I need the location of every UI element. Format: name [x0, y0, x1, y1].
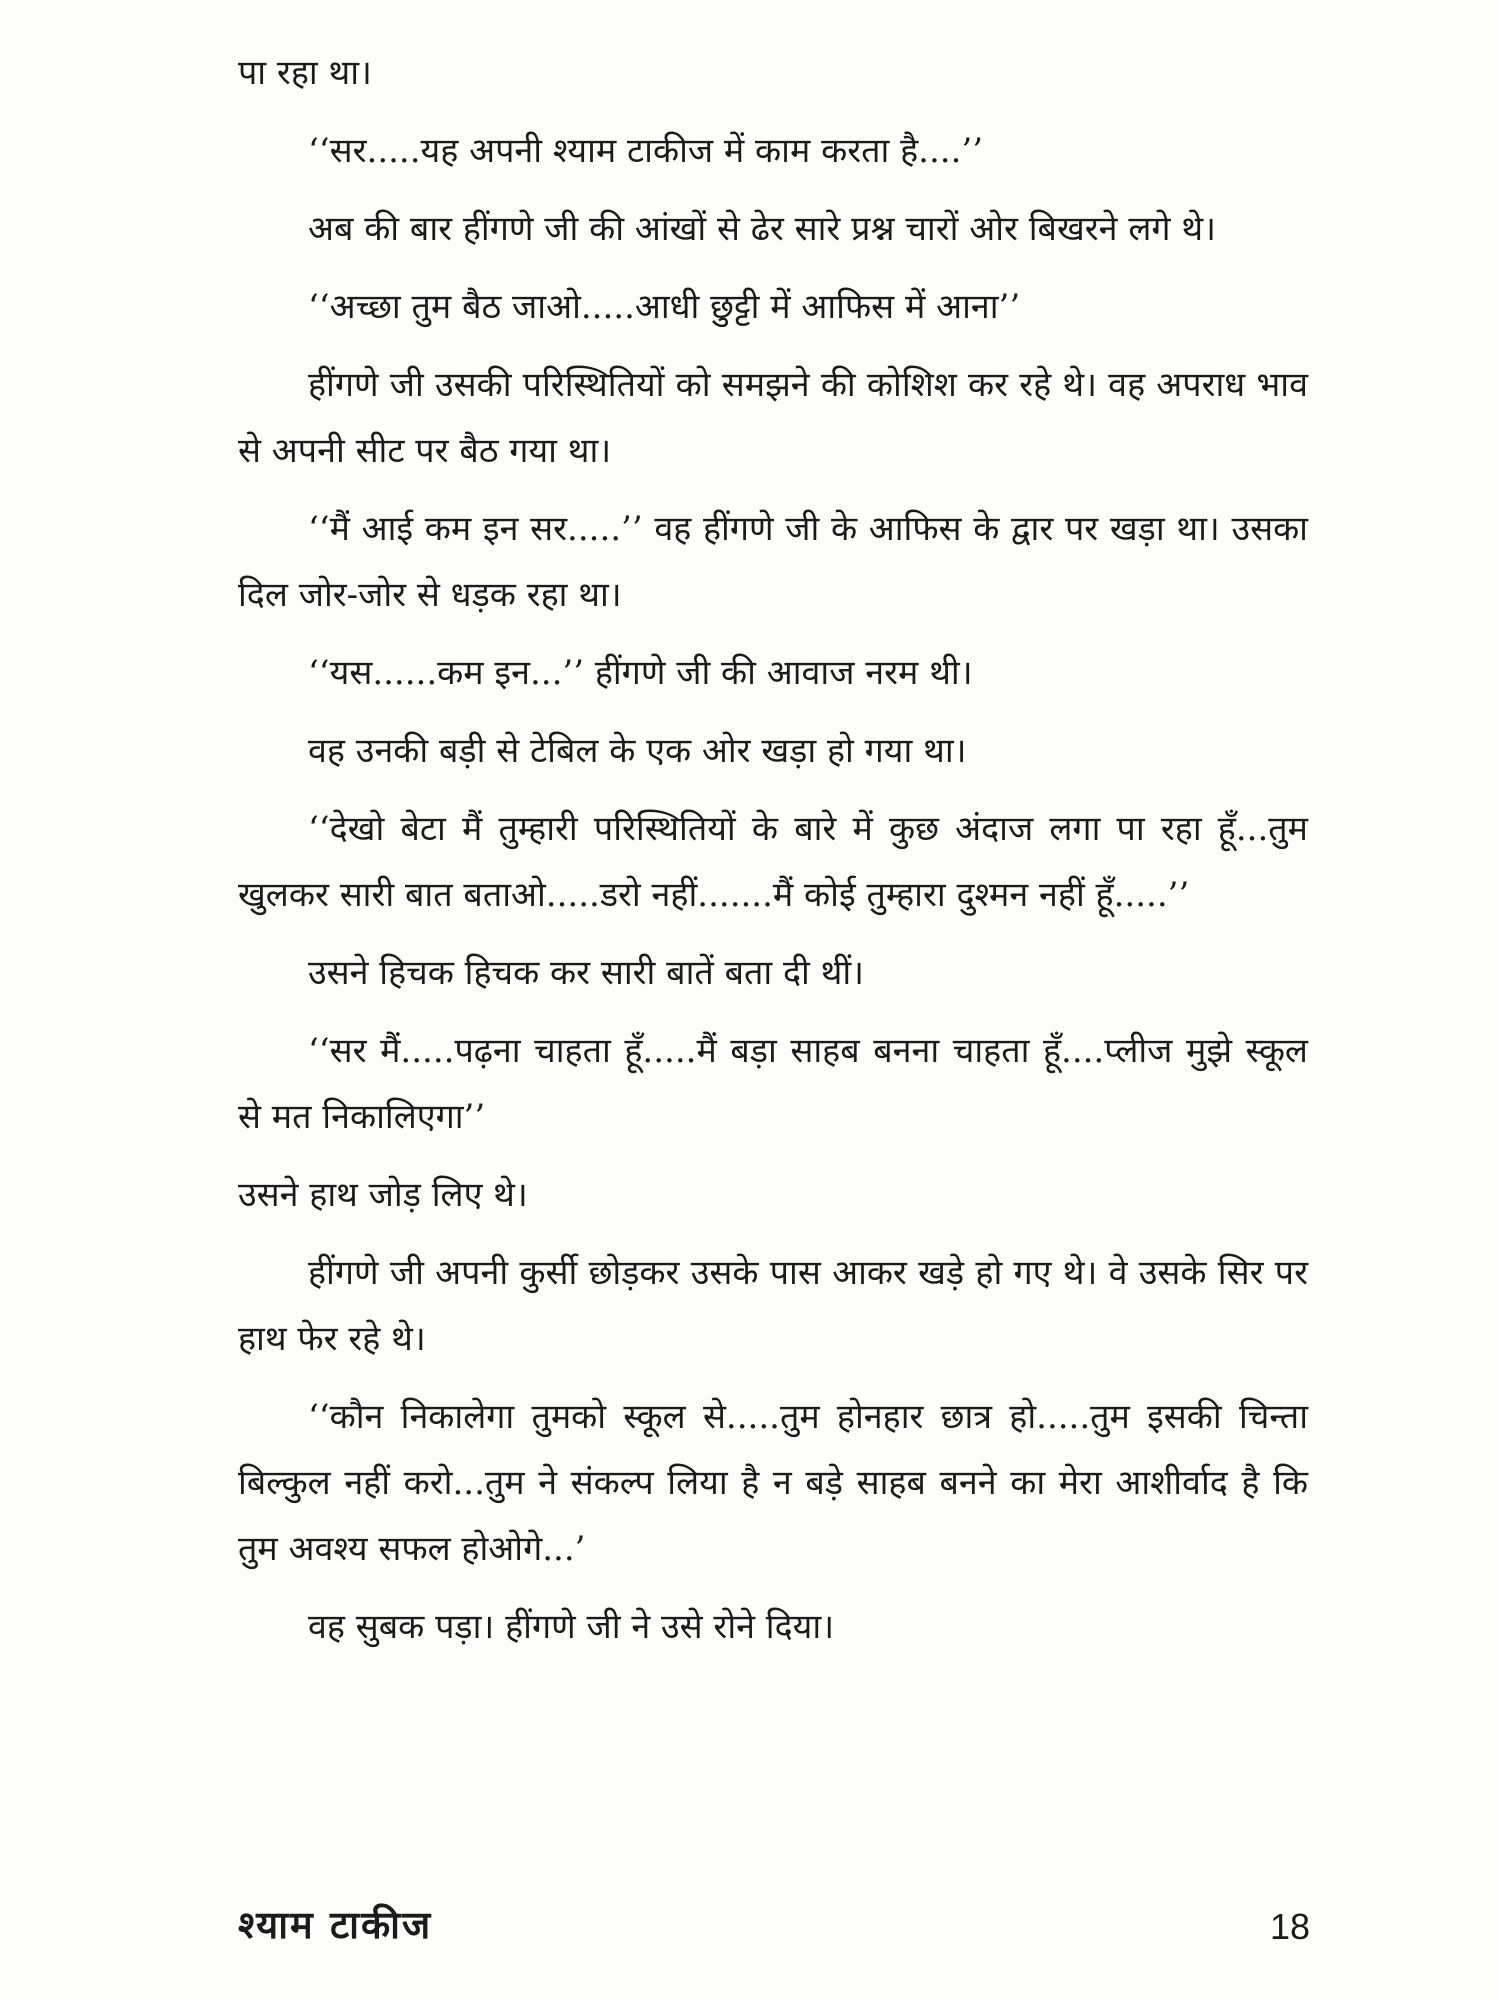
paragraph: पा रहा था। — [238, 53, 372, 93]
paragraph: ‘‘मैं आई कम इन सर.....’’ वह हींगणे जी के आफिस के द्वार पर खड़ा था। उसका दिल जोर-जोर से धड़क रहा था। — [238, 509, 1308, 615]
paragraph: हींगणे जी उसकी परिस्थितियों को समझने की कोशिश कर रहे थे। वह अपराध भाव से अपनी सीट पर बैठ गया था। — [238, 365, 1308, 471]
body-text — [238, 40, 1308, 1672]
paragraph: ‘‘कौन निकालेगा तुमको स्कूल से.....तुम होनहार छात्र हो.....तुम इसकी चिन्ता बिल्कुल नहीं करो...तुम ने संकल्प लिया है न बड़े साहब बनने का मेरा आशीर्वाद है कि तुम अवश्य सफल होओगे...’ — [238, 1397, 1308, 1569]
paragraph: ‘‘अच्छा तुम बैठ जाओ.....आधी छुट्टी में आफिस में आना’’ — [308, 287, 1021, 327]
paragraph: ‘‘देखो बेटा मैं तुम्हारी परिस्थितियों के बारे में कुछ अंदाज लगा पा रहा हूँ...तुम खुलकर सारी बात बताओ.....डरो नहीं.......मैं कोई तुम्हारा दुश्मन नहीं हूँ.....’’ — [238, 809, 1308, 915]
paragraph: ‘‘यस......कम इन...’’ हींगणे जी की आवाज नरम थी। — [308, 653, 973, 693]
paragraph: अब की बार हींगणे जी की आंखों से ढेर सारे प्रश्न चारों ओर बिखरने लगे थे। — [308, 209, 1216, 249]
paragraph: ‘‘सर मैं.....पढ़ना चाहता हूँ.....मैं बड़ा साहब बनना चाहता हूँ....प्लीज मुझे स्कूल से मत निकालिएगा’’ — [238, 1031, 1308, 1137]
paragraph: ‘‘सर.....यह अपनी श्याम टाकीज में काम करता है....’’ — [308, 131, 984, 171]
paragraph: वह उनकी बड़ी से टेबिल के एक ओर खड़ा हो गया था। — [308, 731, 967, 771]
paragraph: उसने हिचक हिचक कर सारी बातें बता दी थीं। — [308, 953, 865, 993]
paragraph: हींगणे जी अपनी कुर्सी छोड़कर उसके पास आकर खड़े हो गए थे। वे उसके सिर पर हाथ फेर रहे थे। — [238, 1253, 1308, 1359]
footer-book-title: श्याम टाकीज — [238, 1902, 433, 1947]
page-number: 18 — [1269, 1906, 1310, 1947]
paragraph: उसने हाथ जोड़ लिए थे। — [238, 1175, 528, 1215]
paragraph: वह सुबक पड़ा। हींगणे जी ने उसे रोने दिया। — [308, 1607, 835, 1647]
